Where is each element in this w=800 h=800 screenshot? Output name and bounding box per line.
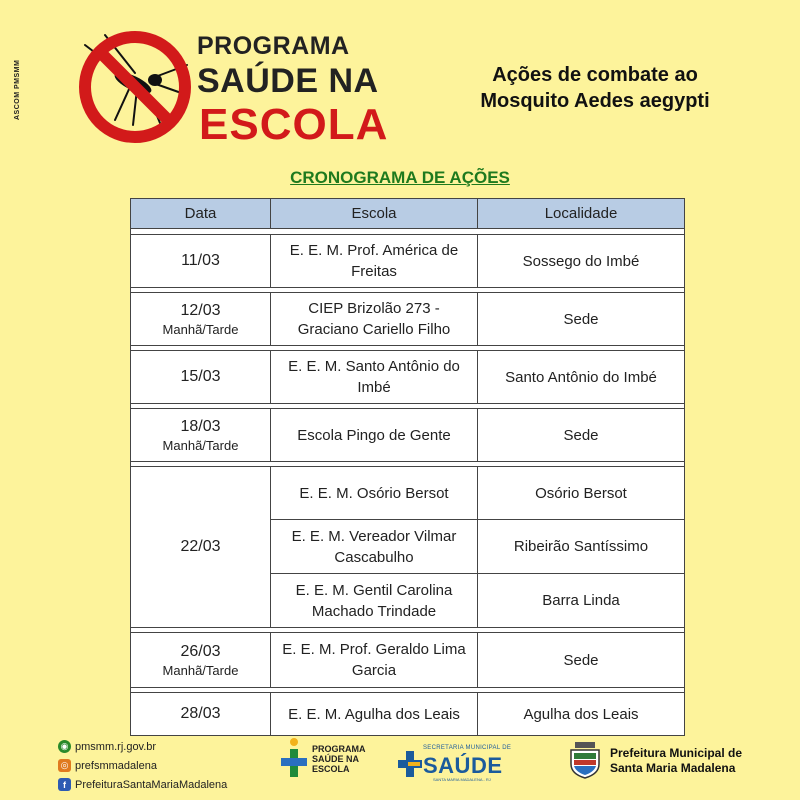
table-header-row <box>131 199 684 229</box>
period-value: Manhã/Tarde <box>162 321 239 337</box>
table-row <box>271 573 684 627</box>
date-cell <box>131 351 271 403</box>
table-row-group <box>131 466 684 627</box>
plus-icon <box>278 737 310 781</box>
pse-footer-logo <box>278 737 378 782</box>
prefeitura-line-2: Santa Maria Madalena <box>610 761 736 775</box>
instagram-icon: ◎ <box>58 759 71 772</box>
location-cell: Sossego do Imbé <box>522 252 640 270</box>
sms-line-1: SECRETARIA MUNICIPAL DE <box>423 745 512 751</box>
table-row <box>271 409 684 461</box>
footer-link-text: prefsmmadalena <box>75 759 157 772</box>
sms-line-3: SANTA MARIA MADALENA - RJ <box>433 777 491 782</box>
school-cell: E. E. M. Gentil Carolina Machado Trindade <box>271 574 478 627</box>
column-header-location: Localidade <box>544 205 618 222</box>
table-row-group <box>131 234 684 287</box>
table-row-list <box>271 693 684 735</box>
headline-line-1: Ações de combate ao <box>492 64 698 86</box>
footer-link-text: pmsmm.rj.gov.br <box>75 740 157 753</box>
table-row-list <box>271 467 684 627</box>
sms-line-2: SAÚDE <box>423 753 503 778</box>
location-cell: Sede <box>563 651 599 669</box>
headline <box>440 62 750 114</box>
school-cell: E. E. M. Osório Bersot <box>271 467 478 519</box>
date-value: 22/03 <box>180 538 221 555</box>
ascom-credit: ASCOM PMSMM <box>14 59 21 120</box>
column-header-school: Escola <box>271 199 478 228</box>
date-value: 26/03 <box>180 642 221 660</box>
table-row-list <box>271 235 684 287</box>
section-title-text: CRONOGRAMA DE AÇÕES <box>290 168 510 187</box>
period-value: Manhã/Tarde <box>162 662 239 678</box>
date-value: 28/03 <box>180 705 221 722</box>
footer-link-text: PrefeituraSantaMariaMadalena <box>75 778 228 791</box>
table-row <box>271 519 684 573</box>
date-value: 11/03 <box>181 252 220 269</box>
date-cell <box>131 633 271 687</box>
date-cell <box>131 409 271 461</box>
footer-link-instagram[interactable] <box>58 756 227 775</box>
logo-line-programa: PROGRAMA <box>197 32 350 60</box>
table-row-group <box>131 692 684 735</box>
pse-line-1: PROGRAMA <box>312 744 366 754</box>
date-value: 12/03 <box>180 301 221 319</box>
date-cell <box>131 467 271 627</box>
location-cell: Barra Linda <box>542 592 620 609</box>
secretaria-saude-logo <box>398 745 513 783</box>
table-row <box>271 351 684 403</box>
location-cell: Sede <box>563 310 599 328</box>
school-cell: CIEP Brizolão 273 - Graciano Cariello Filho <box>271 293 478 345</box>
location-cell: Osório Bersot <box>535 484 627 502</box>
prefeitura-text <box>610 746 742 776</box>
column-header-date: Data <box>131 199 271 228</box>
table-row <box>271 467 684 519</box>
table-row-list <box>271 351 684 403</box>
pse-line-2: SAÚDE NA <box>312 754 360 764</box>
location-cell: Ribeirão Santíssimo <box>513 538 649 555</box>
section-title <box>0 168 800 188</box>
table-row-group <box>131 408 684 461</box>
footer-link-facebook[interactable] <box>58 775 227 794</box>
location-cell: Sede <box>563 426 599 444</box>
school-cell: E. E. M. Agulha dos Leais <box>271 693 478 735</box>
date-cell <box>131 235 271 287</box>
logo-line-saude-na: SAÚDE NA <box>197 62 379 100</box>
footer-social-links <box>58 737 227 794</box>
school-cell: E. E. M. Prof. Geraldo Lima Garcia <box>271 633 478 687</box>
table-row <box>271 293 684 345</box>
table-row-list <box>271 633 684 687</box>
footer-link-website[interactable] <box>58 737 227 756</box>
pse-line-3: ESCOLA <box>312 764 350 774</box>
table-row-list <box>271 409 684 461</box>
schedule-table <box>130 198 685 736</box>
table-row <box>271 693 684 735</box>
globe-icon: ◉ <box>58 740 71 753</box>
logo-line-escola: ESCOLA <box>199 100 389 149</box>
pse-footer-text <box>312 744 366 774</box>
date-value: 15/03 <box>180 368 221 385</box>
date-cell <box>131 693 271 735</box>
table-row <box>271 235 684 287</box>
table-row-group <box>131 350 684 403</box>
school-cell: E. E. M. Santo Antônio do Imbé <box>271 351 478 403</box>
location-cell: Santo Antônio do Imbé <box>505 368 657 386</box>
health-cross-icon <box>398 749 422 779</box>
date-cell <box>131 293 271 345</box>
table-row <box>271 633 684 687</box>
table-body <box>131 229 684 735</box>
table-row-list <box>271 293 684 345</box>
no-mosquito-icon <box>75 25 195 145</box>
programa-saude-na-escola-logo <box>75 20 405 150</box>
headline-line-2: Mosquito Aedes aegypti <box>480 90 710 112</box>
location-cell: Agulha dos Leais <box>523 705 639 723</box>
prefeitura-logo <box>565 740 765 782</box>
coat-of-arms-icon <box>565 740 605 780</box>
school-cell: E. E. M. Prof. América de Freitas <box>271 235 478 287</box>
table-row-group <box>131 292 684 345</box>
facebook-icon: f <box>58 778 71 791</box>
prefeitura-line-1: Prefeitura Municipal de <box>610 746 743 760</box>
table-row-group <box>131 632 684 687</box>
school-cell: Escola Pingo de Gente <box>271 409 478 461</box>
date-value: 18/03 <box>180 417 221 435</box>
period-value: Manhã/Tarde <box>162 437 239 453</box>
school-cell: E. E. M. Vereador Vilmar Cascabulho <box>271 520 478 573</box>
